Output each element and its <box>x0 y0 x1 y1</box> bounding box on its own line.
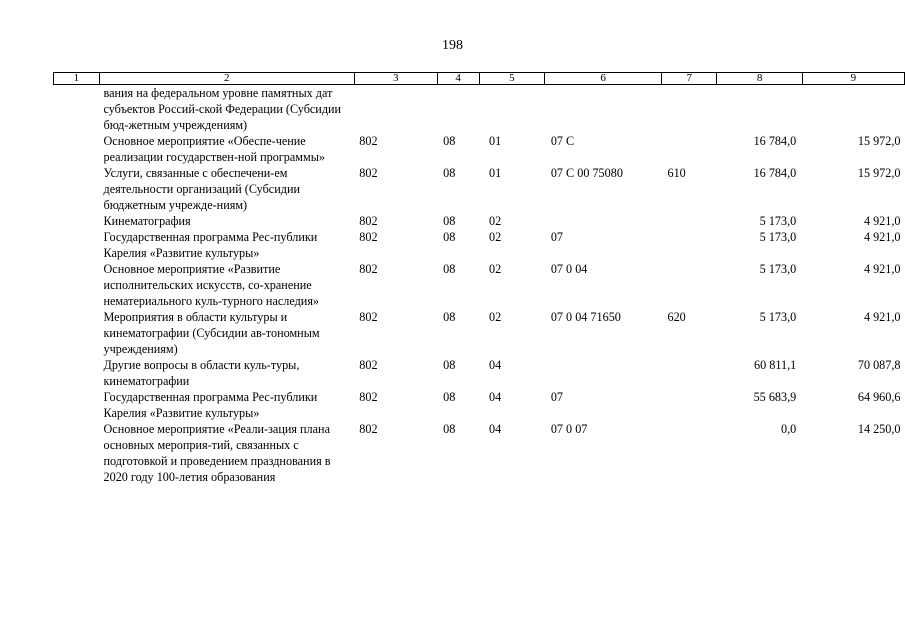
row-section-code <box>437 85 479 134</box>
row-amount-col8: 55 683,9 <box>753 390 797 404</box>
row-expense-type <box>661 229 716 261</box>
row-section-code: 08 <box>443 230 456 244</box>
row-amount-col8: 60 811,1 <box>754 358 797 372</box>
row-amount-col9 <box>802 85 904 134</box>
row-subsection-code: 04 <box>489 358 502 372</box>
row-target-code: 07 0 07 <box>550 422 588 436</box>
row-ministry-code: 802 <box>359 310 378 324</box>
row-name: Государственная программа Рес-публики Карелия «Развитие культуры» <box>103 390 318 420</box>
row-section-code: 08 <box>443 214 456 228</box>
row-expense-type: 620 <box>667 310 686 324</box>
row-subsection-code: 04 <box>489 422 502 436</box>
row-section-code: 08 <box>443 166 456 180</box>
row-amount-col8: 5 173,0 <box>759 230 797 244</box>
row-amount-col9: 70 087,8 <box>857 358 901 372</box>
table-row <box>54 421 905 485</box>
row-expense-type <box>661 133 716 165</box>
row-expense-type <box>661 421 716 485</box>
row-amount-col9: 4 921,0 <box>863 262 901 276</box>
row-ministry-code <box>354 85 437 134</box>
row-ministry-code: 802 <box>359 214 378 228</box>
row-expense-type <box>661 213 716 229</box>
row-subsection-code: 02 <box>489 214 502 228</box>
column-header-9: 9 <box>802 73 904 85</box>
row-subsection-code: 04 <box>489 390 502 404</box>
row-expense-type <box>661 261 716 309</box>
row-target-code: 07 0 04 71650 <box>550 310 621 324</box>
row-amount-col8 <box>717 85 802 134</box>
row-amount-col9: 64 960,6 <box>857 390 901 404</box>
row-section-code: 08 <box>443 134 456 148</box>
row-amount-col8: 5 173,0 <box>759 214 797 228</box>
column-header-4: 4 <box>437 73 479 85</box>
row-amount-col9: 4 921,0 <box>863 310 901 324</box>
row-ministry-code: 802 <box>359 358 378 372</box>
row-amount-col8: 16 784,0 <box>753 134 797 148</box>
column-header-8: 8 <box>717 73 802 85</box>
table-row <box>54 133 905 165</box>
row-ministry-code: 802 <box>359 390 378 404</box>
row-expense-type <box>661 357 716 389</box>
page-number: 198 <box>442 38 463 53</box>
row-amount-col9: 15 972,0 <box>857 134 901 148</box>
column-header-3: 3 <box>354 73 437 85</box>
row-amount-col9: 4 921,0 <box>863 214 901 228</box>
row-name: Другие вопросы в области куль-туры, кинематографии <box>103 358 300 388</box>
table-row <box>54 213 905 229</box>
row-target-code: 07 <box>550 390 563 404</box>
row-subsection-code: 02 <box>489 230 502 244</box>
row-subsection-code: 02 <box>489 310 502 324</box>
row-name: Основное мероприятие «Развитие исполнительских искусств, со-хранение нематериального куль-турного наследия» <box>103 262 320 308</box>
column-header-1: 1 <box>54 73 100 85</box>
row-name: Основное мероприятие «Обеспе-чение реализации государствен-ной программы» <box>103 134 325 164</box>
row-ministry-code: 802 <box>359 134 378 148</box>
table-row <box>54 261 905 309</box>
column-header-7: 7 <box>661 73 716 85</box>
row-name: Основное мероприятие «Реали-зация плана основных мероприя-тий, связанных с подготовкой и проведением празднования в 2020 году 100-летия образования <box>103 422 331 484</box>
row-target-code <box>545 213 662 229</box>
row-target-code <box>545 357 662 389</box>
row-section-code: 08 <box>443 262 456 276</box>
row-name: Услуги, связанные с обеспечени-ем деятельности организаций (Субсидии бюджетным учрежде-ниям) <box>103 166 300 212</box>
row-subsection-code: 02 <box>489 262 502 276</box>
table-row <box>54 165 905 213</box>
row-name: вания на федеральном уровне памятных дат субъектов Россий-ской Федерации (Субсидии бюд-жетным учреждениям) <box>103 86 342 132</box>
row-amount-col8: 5 173,0 <box>759 262 797 276</box>
row-ministry-code: 802 <box>359 422 378 436</box>
row-amount-col8: 16 784,0 <box>753 166 797 180</box>
row-ministry-code: 802 <box>359 262 378 276</box>
row-expense-type: 610 <box>667 166 686 180</box>
row-expense-type <box>661 85 716 134</box>
budget-table <box>53 72 905 485</box>
row-name: Государственная программа Рес-публики Карелия «Развитие культуры» <box>103 230 318 260</box>
column-header-6: 6 <box>545 73 662 85</box>
table-row <box>54 309 905 357</box>
row-amount-col9: 15 972,0 <box>857 166 901 180</box>
table-row <box>54 85 905 134</box>
column-number-header-row <box>54 73 905 85</box>
row-name: Мероприятия в области культуры и кинематографии (Субсидии ав-тономным учреждениям) <box>103 310 320 356</box>
row-section-code: 08 <box>443 422 456 436</box>
row-expense-type <box>661 389 716 421</box>
row-target-code: 07 С <box>550 134 575 148</box>
row-amount-col8: 0,0 <box>781 422 797 436</box>
row-subsection-code: 01 <box>489 166 502 180</box>
table-row <box>54 357 905 389</box>
row-amount-col8: 5 173,0 <box>759 310 797 324</box>
row-section-code: 08 <box>443 358 456 372</box>
table-row <box>54 229 905 261</box>
row-name: Кинематография <box>103 214 191 228</box>
row-ministry-code: 802 <box>359 230 378 244</box>
row-amount-col9: 14 250,0 <box>857 422 901 436</box>
row-target-code: 07 <box>550 230 563 244</box>
row-target-code <box>545 85 662 134</box>
column-header-5: 5 <box>479 73 545 85</box>
row-subsection-code <box>479 85 545 134</box>
row-target-code: 07 0 04 <box>550 262 588 276</box>
row-amount-col9: 4 921,0 <box>863 230 901 244</box>
row-ministry-code: 802 <box>359 166 378 180</box>
row-subsection-code: 01 <box>489 134 502 148</box>
row-target-code: 07 С 00 75080 <box>550 166 623 180</box>
row-section-code: 08 <box>443 390 456 404</box>
column-header-2: 2 <box>99 73 354 85</box>
row-section-code: 08 <box>443 310 456 324</box>
table-row <box>54 389 905 421</box>
